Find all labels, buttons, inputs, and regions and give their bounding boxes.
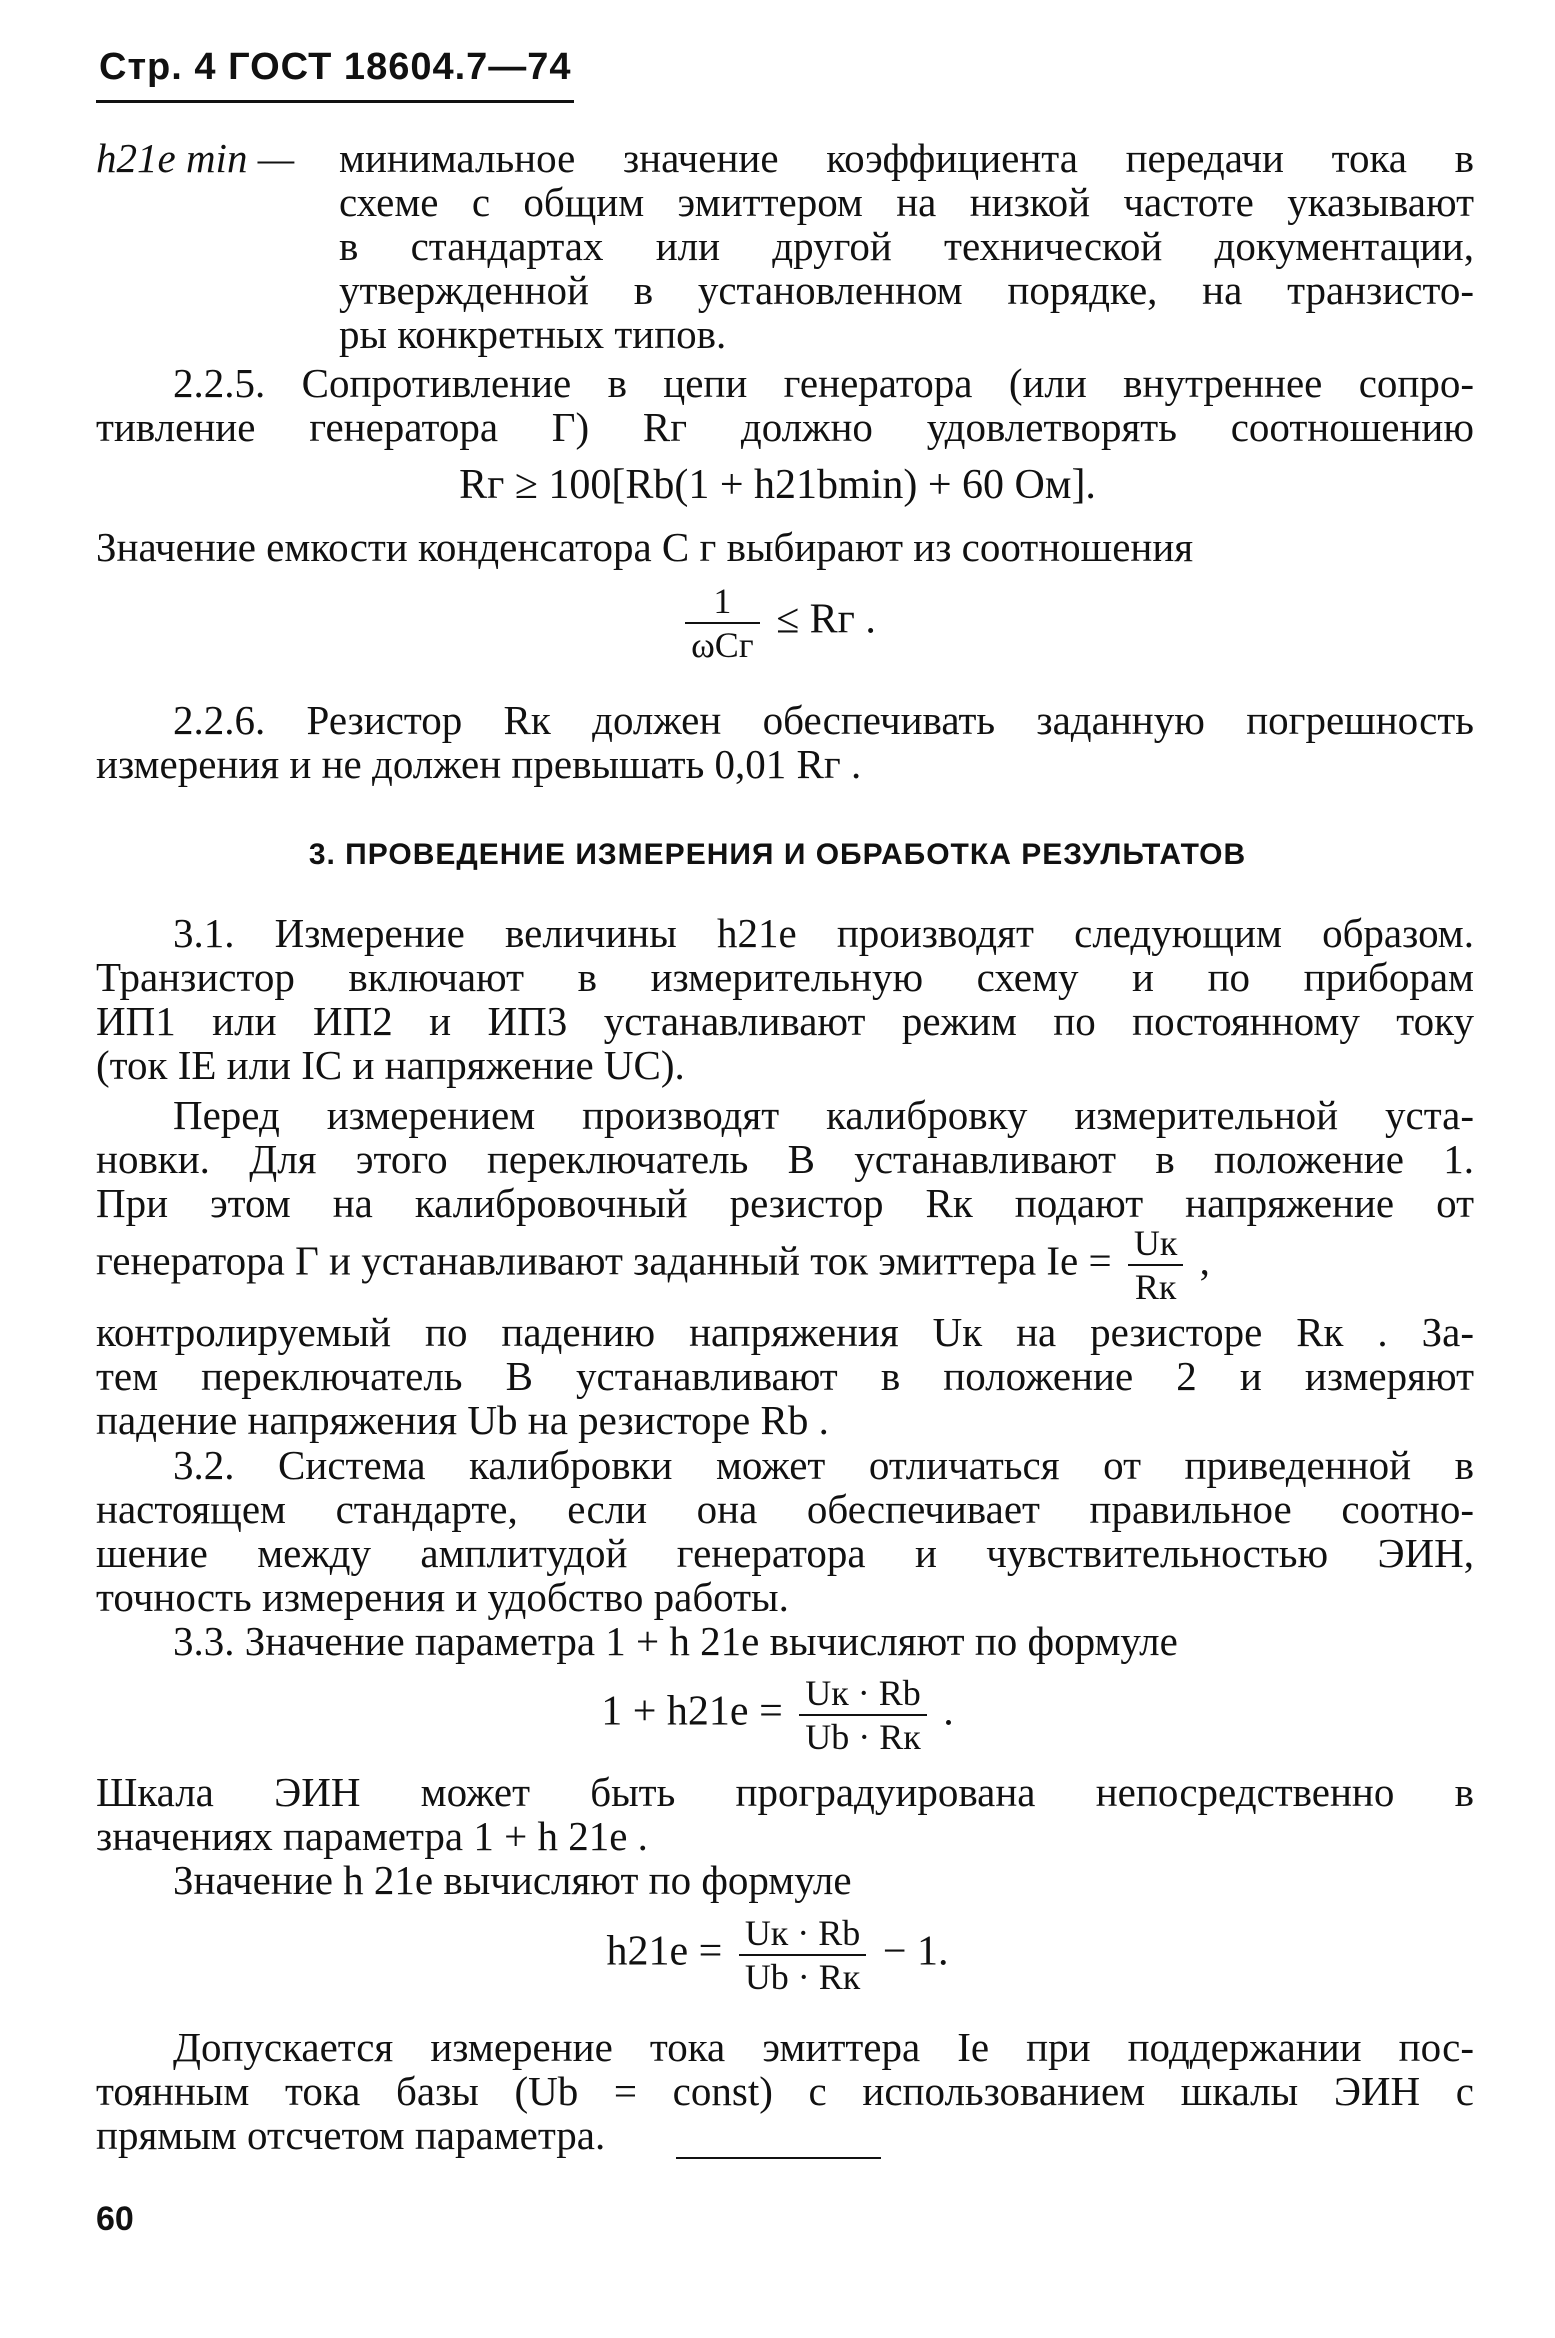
text-line: новки. Для этого переключатель В устанавливают в положение 1. xyxy=(96,1136,1474,1182)
fraction-denominator: Ub · Rк xyxy=(805,1717,921,1757)
text-line: схеме с общим эмиттером на низкой частоте указывают xyxy=(339,179,1474,225)
text-line: тивление генератора Г) Rг должно удовлетворять соотношению xyxy=(96,404,1474,450)
text-line: Значение h 21e вычисляют по формуле xyxy=(173,1857,852,1903)
text-line: Транзистор включают в измерительную схему и по приборам xyxy=(96,954,1474,1000)
fraction-numerator: Uк · Rb xyxy=(799,1672,927,1716)
text-line: (ток IE или IC и напряжение UC). xyxy=(96,1042,685,1088)
fraction-denominator: Ub · Rк xyxy=(744,1957,861,1997)
end-rule xyxy=(676,2157,881,2159)
formula-h21e xyxy=(0,1912,1555,1998)
fraction-numerator: Uк · Rb xyxy=(739,1912,867,1956)
fraction xyxy=(739,1912,867,1998)
text-line: ИП1 или ИП2 и ИП3 устанавливают режим по постоянному току xyxy=(96,998,1474,1044)
fraction-numerator: 1 xyxy=(685,580,759,624)
text-line: шение между амплитудой генератора и чувствительностью ЭИН, xyxy=(96,1530,1474,1576)
text-line: При этом на калибровочный резистор Rк подают напряжение от xyxy=(96,1180,1474,1226)
definition-symbol: h21e min — xyxy=(96,135,295,181)
text-line: прямым отсчетом параметра. xyxy=(96,2112,606,2158)
formula-left: h21e = xyxy=(606,1928,723,1975)
fraction xyxy=(799,1672,927,1758)
text-line-with-fraction xyxy=(96,1222,1210,1308)
formula-one-plus-h21e xyxy=(0,1672,1555,1758)
text-line: 3.3. Значение параметра 1 + h 21e вычисляют по формуле xyxy=(173,1618,1178,1664)
text-line: 2.2.5. Сопротивление в цепи генератора (или внутреннее сопро- xyxy=(173,360,1474,406)
text-line: точность измерения и удобство работы. xyxy=(96,1574,789,1620)
fraction-denominator: Rк xyxy=(1134,1267,1177,1307)
header-rule xyxy=(96,100,574,103)
fraction-numerator: Uк xyxy=(1128,1222,1184,1266)
text-line: в стандартах или другой технической документации, xyxy=(339,223,1474,269)
section-heading: 3. ПРОВЕДЕНИЕ ИЗМЕРЕНИЯ И ОБРАБОТКА РЕЗУЛЬТАТОВ xyxy=(308,838,1247,871)
formula-rg-condition: Rг ≥ 100[Rb(1 + h21bmin) + 60 Ом]. xyxy=(459,462,1096,508)
text-line: тем переключатель В устанавливают в положение 2 и измеряют xyxy=(96,1353,1474,1399)
text-line: измерения и не должен превышать 0,01 Rг . xyxy=(96,741,862,787)
formula-rest: − 1. xyxy=(882,1928,949,1975)
text-line: тоянным тока базы (Ub = const) с использованием шкалы ЭИН с xyxy=(96,2068,1474,2114)
text-line: настоящем стандарте, если она обеспечивает правильное соотно- xyxy=(96,1486,1474,1532)
formula-capacitance xyxy=(0,580,1555,666)
text-line: падение напряжения Ub на резисторе Rb . xyxy=(96,1397,829,1443)
fraction xyxy=(685,580,759,666)
running-header: Стр. 4 ГОСТ 18604.7—74 xyxy=(99,46,572,88)
text-line: Допускается измерение тока эмиттера Ie при поддержании пос- xyxy=(173,2024,1474,2070)
text-line: Шкала ЭИН может быть проградуирована непосредственно в xyxy=(96,1769,1474,1815)
formula-rest: . xyxy=(943,1688,954,1735)
text-line: 3.2. Система калибровки может отличаться от приведенной в xyxy=(173,1442,1474,1488)
formula-left: 1 + h21e = xyxy=(601,1688,783,1735)
text-line: минимальное значение коэффициента передачи тока в xyxy=(339,135,1474,181)
text-line: контролируемый по падению напряжения Uк на резисторе Rк . За- xyxy=(96,1309,1474,1355)
formula-rest: ≤ Rг . xyxy=(776,596,876,643)
line-text: , xyxy=(1199,1237,1210,1284)
text-line: значениях параметра 1 + h 21e . xyxy=(96,1813,648,1859)
text-line: Значение емкости конденсатора C г выбирают из соотношения xyxy=(96,524,1194,570)
text-line: ры конкретных типов. xyxy=(339,311,727,357)
fraction xyxy=(1128,1222,1184,1308)
line-text: генератора Г и устанавливают заданный ток эмиттера Ie = xyxy=(96,1237,1112,1284)
text-line: 3.1. Измерение величины h21e производят следующим образом. xyxy=(173,910,1474,956)
text-line: Перед измерением производят калибровку измерительной уста- xyxy=(173,1092,1474,1138)
page-number: 60 xyxy=(96,2200,134,2238)
text-line: 2.2.6. Резистор Rк должен обеспечивать заданную погрешность xyxy=(173,697,1474,743)
fraction-denominator: ωCг xyxy=(691,625,754,665)
text-line: утвержденной в установленном порядке, на транзисто- xyxy=(339,267,1474,313)
